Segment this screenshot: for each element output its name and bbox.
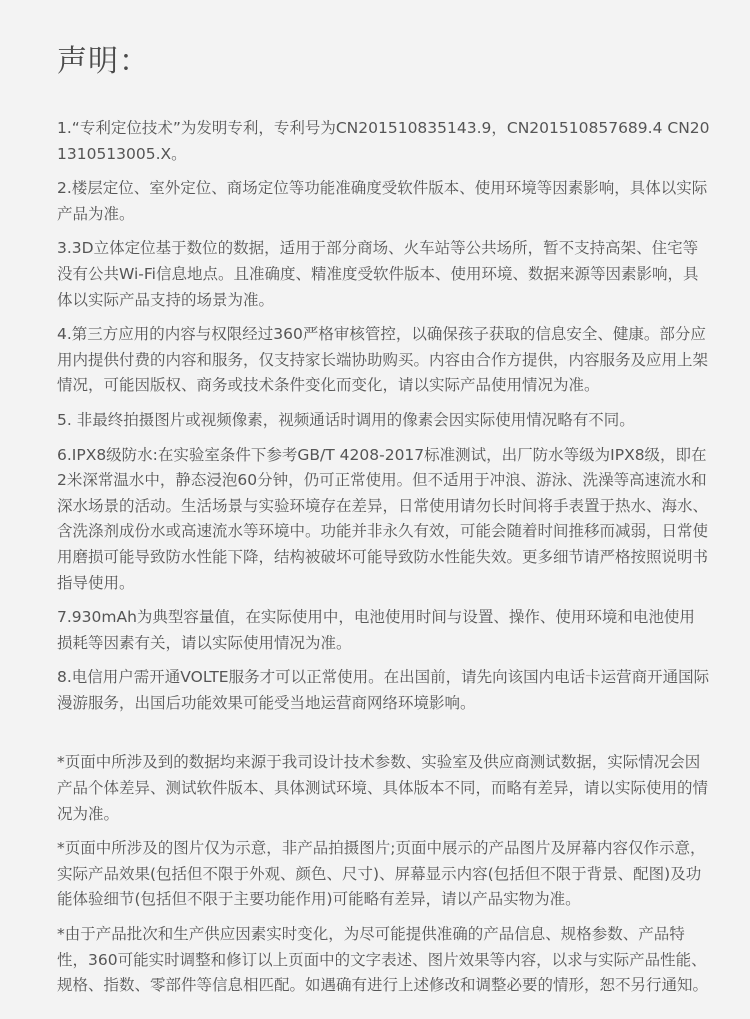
note-item-7: 7.930mAh为典型容量值，在实际使用中，电池使用时间与设置、操作、使用环境和电池使用损耗等因素有关，请以实际使用情况为准。 (57, 608, 695, 652)
note-item-8: 8.电信用户需开通VOLTE服务才可以正常使用。在出国前，请先向该国内电话卡运营商开通国际漫游服务，出国后功能效果可能受当地运营商网络环境影响。 (57, 668, 710, 712)
note-item-2: 2.楼层定位、室外定位、商场定位等功能准确度受软件版本、使用环境等因素影响，具体以实际产品为准。 (57, 179, 708, 223)
note-item-5: 5. 非最终拍摄图片或视频像素，视频通话时调用的像素会因实际使用情况略有不同。 (57, 410, 635, 429)
page-title: 声明： (57, 44, 150, 79)
note-item-6: 6.IPX8级防水:在实验室条件下参考GB/T 4208-2017标准测试，出厂防水等级为IPX8级，即在2米深常温水中，静态浸泡60分钟，仍可正常使用。但不适用于冲浪、游泳、洗澡等高速流水和深水场景的活动。生活场景与实验环境存在差异，日常使用请勿长时间将手表置于热水、海水、含洗涤剂成份水或高速流水等环境中。功能并非永久有效，可能会随着时间推移而减弱，日常使用磨损可能导致防水性能下降，结构被破坏可能导致防水性能失效。更多细节请严格按照说明书指导使用。 (57, 445, 709, 592)
note-item-4: 4.第三方应用的内容与权限经过360严格审核管控，以确保孩子获取的信息安全、健康。部分应用内提供付费的内容和服务，仅支持家长端协助购买。内容由合作方提供，内容服务及应用上架情况，可能因版权、商务或技术条件变化而变化，请以实际产品使用情况为准。 (57, 325, 709, 395)
note-item-3: 3.3D立体定位基于数位的数据，适用于部分商场、火车站等公共场所，暂不支持高架、住宅等没有公共Wi-Fi信息地点。且准确度、精准度受软件版本、使用环境、数据来源等因素影响，具体以实际产品支持的场景为准。 (57, 239, 699, 309)
disclaimers-list (57, 750, 710, 998)
disclaimer-data-source: *页面中所涉及到的数据均来源于我司设计技术参数、实验室及供应商测试数据，实际情况会因产品个体差异、测试软件版本、具体测试环境、具体版本不同，而略有差异，请以实际使用的情况为准。 (57, 753, 709, 823)
disclaimer-images: *页面中所涉及的图片仅为示意，非产品拍摄图片;页面中展示的产品图片及屏幕内容仅作示意，实际产品效果(包括但不限于外观、颜色、尺寸)、屏幕显示内容(包括但不限于背景、配图)及功能体验细节(包括但不限于主要功能作用)可能略有差异，请以产品实物为准。 (57, 839, 706, 909)
disclaimer-updates: *由于产品批次和生产供应因素实时变化，为尽可能提供准确的产品信息、规格参数、产品特性，360可能实时调整和修订以上页面中的文字表述、图片效果等内容，以求与实际产品性能、规格、指数、零部件等信息相匹配。如遇确有进行上述修改和调整必要的情形，恕不另行通知。 (57, 925, 709, 995)
notes-list (57, 116, 710, 716)
note-item-1: 1.“专利定位技术”为发明专利，专利号为CN201510835143.9，CN201510857689.4 CN201310513005.X。 (57, 119, 710, 163)
